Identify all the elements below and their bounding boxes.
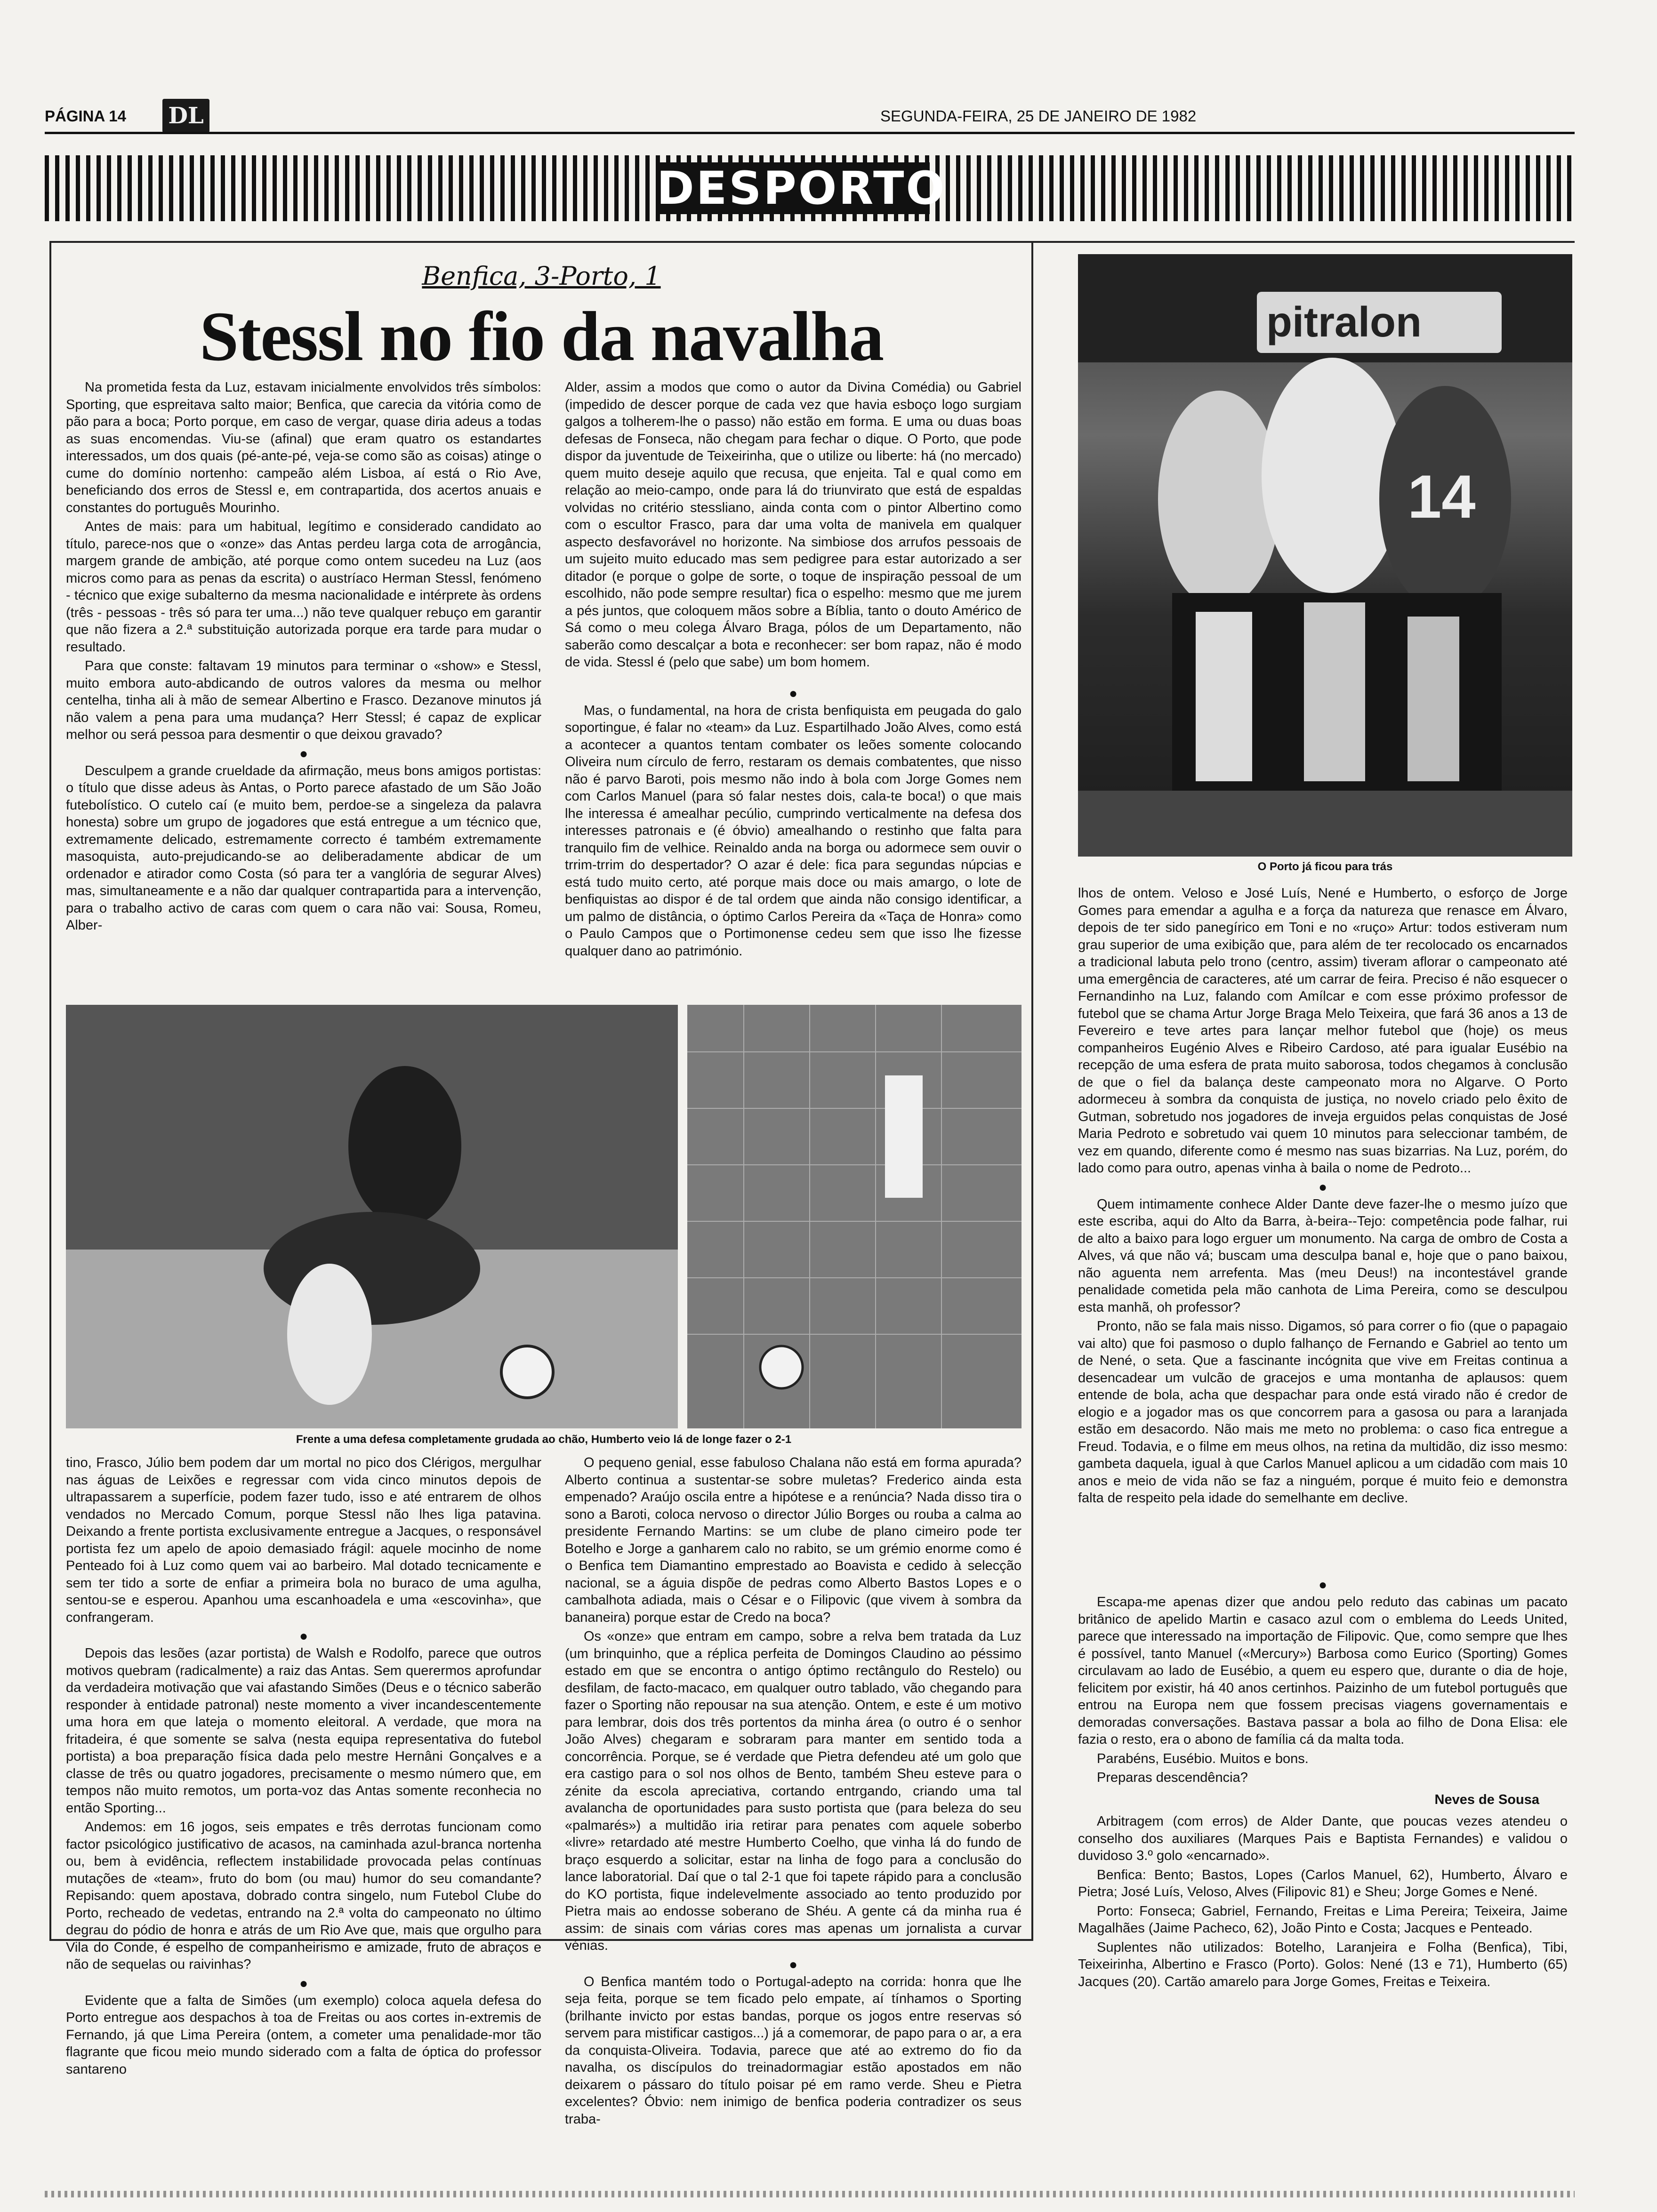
photo-goal-net bbox=[687, 1005, 1022, 1428]
article-column-2 bbox=[565, 379, 1022, 995]
author-signature: Neves de Sousa bbox=[1434, 1792, 1539, 1807]
bullet-separator: ● bbox=[788, 1956, 798, 1972]
photo-illustration bbox=[687, 1005, 1022, 1428]
article-column-1 bbox=[66, 379, 541, 995]
match-report-benfica: Benfica: Bento; Bastos, Lopes (Carlos Manuel, 62), Humberto, Álvaro e Pietra; José Luís, Veloso, Alves (Filipovic 81) e Sheu; Jorge Gomes e Nené. bbox=[1078, 1867, 1568, 1899]
article-kicker: Benfica, 3-Porto, 1 bbox=[422, 261, 661, 291]
paragraph: Depois das lesões (azar portista) de Walsh e Rodolfo, parece que outros motivos quebram (radicalmente) a raiz das Antas. Sem querermos aprofundar da verdadeira motivação que vai afastando Simões (Deus e o técnico saberão responder à entidade patronal) neste momento a viver incandescentemente uma hora em que lateja o momento eleitoral. A verdade, que mora na fritadeira, é que somente se salva (nesta equipa representativa do futebol portista) a boa preparação física dada pelo mestre Hernâni Gonçalves e a classe de três ou quatro jogadores, precisamente o mesmo número que, em tempos não muito remotos, um porta-voz das Antas somente reconhecia no então Sporting... bbox=[66, 1646, 541, 1816]
paragraph: O pequeno genial, esse fabuloso Chalana não está em forma apurada? Alberto continua a sustentar-se sobre muletas? Frederico ainda esta empenado? Araújo oscila entre a hipótese e a renúncia? Nada disso tira o sono a Baroti, coloca nervoso o director Júlio Borges ou rouba a calma ao presidente Fernando Martins: se um clube de plano cimeiro pode ter Botelho e Jorge a ganharem calo no rabito, se um grémio enorme como é o Benfica tem Diamantino emprestado ao Boavista e cedido à selecção nacional, se a águia dispõe de pedras como Alberto Bastos Lopes e o cambalhota adiada, mais o César e o Filipovic (que vivem à sombra da bananeira) porque estar de Credo na boca? bbox=[565, 1455, 1022, 1625]
photo-goalkeeper-dive bbox=[66, 1005, 678, 1428]
paragraph: Antes de mais: para um habitual, legítimo e considerado candidato ao título, parece-nos que o «onze» das Antas perdeu larga cota de arrogância, margem grande de ambição, até porque como ontem sucedeu na Luz (aos micros como para as penas da escrita) o austríaco Herman Stessl, fenómeno - técnico que exige subalterno da mesma nacionalidade e intérprete às ordens (três - pessoas - três só para ter uma...) não teve qualquer rebuço em garantir que não fizera a 2.ª substituição autorizada porque era tarde para mudar o resultado. bbox=[66, 519, 541, 655]
paragraph: Na prometida festa da Luz, estavam inicialmente envolvidos três símbolos: Sporting, que espreitava salto maior; Benfica, que carecia da vitória como de pão para a boca; Porto porque, em caso de vergar, quase diria adeus a todas as suas encomendas. Viu-se (afinal) que eram quatro os estandartes interessados, um dos quais (pé-ante-pé, veja-se como são as coisas) atinge o cume do domínio nortenho: campeão além Lisboa, aí está o Rio Ave, beneficiando dos erros de Stessl e, em contrapartida, dos acertos anuais e constantes do português Mourinho. bbox=[66, 380, 541, 515]
frame-top-rule bbox=[1033, 241, 1575, 243]
header-rule bbox=[45, 132, 1575, 134]
photo-caption-top-right: O Porto já ficou para trás bbox=[1257, 860, 1393, 873]
article-column-right bbox=[1078, 885, 1568, 1572]
paragraph: lhos de ontem. Veloso e José Luís, Nené e Humberto, o esforço de Jorge Gomes para emendar a agulha e a força da natureza que renasce em Álvaro, depois de ter sido panegírico em Toni e no «ruço» Artur: todos estiveram num grau superior de uma exibição que, para além de ter recolocado os encarnados a tradicional labuta pelo trono (centro, assim) tiveram aflorar o campeonato até uma emergência de caracteres, até um carrar de feira. Preciso é não esquecer o Fernandinho na Luz, falando com Amílcar e com esse próximo professor de futebol que se chama Artur Jorge Braga Melo Teixeira, que fará 36 anos a 13 de Fevereiro e teve artes para lançar melhor futebol que (hoje) os meus companheiros Eugénio Alves e Ribeiro Cardoso, até para igualar Eusébio na recepção de uma esfera de prata muito saborosa, todos chegamos à conclusão de que o fiel da balança deste campeonato mora no Algarve. O Porto adormeceu à sombra da conquista de justiça, no novelo criado pelo êxito de Gutman, sobretudo nos jogadores de inveja erguidos pelas conquistas de José Maria Pedroto e sobretudo vai quem 10 minutos para seleccionar também, de vez em quando, diferente como é mesmo nas suas bizarrias. Na Luz, porém, do lado como para outro, apenas vinha à baila o nome de Pedroto... bbox=[1078, 886, 1568, 1176]
match-report-referee: Arbitragem (com erros) de Alder Dante, que poucas vezes atendeu o conselho dos auxiliares (Marques Pais e Baptista Fernandes) e validou o duvidoso 3.º golo «encarnado». bbox=[1078, 1814, 1568, 1863]
paragraph: Desculpem a grande crueldade da afirmação, meus bons amigos portistas: o título que disse adeus às Antas, o Porto parece afastado de um São João futebolístico. O cutelo caí (e muito bem, perdoe-se a singeleza da palavra honesta) sobre um grupo de jogadores que está entregue a um técnico que, extremamente delicado, estremamente correcto é também extremamente masoquista, auto-prejudicando-se ao deliberadamente abdicar de um ordenador e atirador como Costa (só para ter a vanglória de segurar Alves) mas, simultaneamente e a não dar qualquer contrapartida para a intervenção, para o trabalho activo de caras com quem o cara não vai: Sousa, Romeu, Alber- bbox=[66, 763, 541, 933]
article-column-bottom-3 bbox=[1078, 1577, 1568, 2188]
paragraph: Alder, assim a modos que como o autor da Divina Comédia) ou Gabriel (impedido de descer porque de cada vez que havia esboço logo surgiam galgos a tolherem-lhe o passo) não estão em forma. E uma ou duas boas defesas de Fonseca, não chegam para fechar o dique. O Porto, que pode dispor da juventude de Teixeirinha, que o utilize ou liberte: há (no mercado) quem muito deseje aquilo que recusa, que enjeita. Tal e qual como em relação ao meio-campo, onde para lá do triunvirato que está de espaldas volvidas no critério stessliano, ainda conta com o pintor Albertino como com o escultor Frasco, para dar uma volta de manivela em qualquer aspecto desfavorável no horizonte. Na simbiose dos arrufos pessoais de um sujeito muito educado mas sem pedigree para estar autorizado a ser ditador (e porque o golpe de sorte, o toque de inspiração pessoal de um escolhido, não pode sempre resultar) fica o espelho: mesmo que me jurem a pés juntos, que coloquem mãos sobre a Bíblia, tanto o douto Américo de Sá como o meu colega Álvaro Braga, pólos de um Departamento, não saberão como descalçar a bota e reconhecer: ser bom rapaz, não é modo de vida. Stessl é (pelo que sabe) um bom homem. bbox=[565, 380, 1022, 670]
photo-players-celebrating bbox=[1078, 254, 1572, 857]
paragraph: Mas, o fundamental, na hora de crista benfiquista em peugada do galo soportingue, é falar no «team» da Luz. Espartilhado João Alves, como está a acontecer a quantos tentam combater os leões somente colocando Oliveira num círculo de ferro, restaram os demais combatentes, que nisso não é parvo Baroti, pois mesmo não indo à bola com Jorge Gomes nem com Carlos Manuel (para só falar nestes dois, cala-te boca!) o que mais lhe interessa é amealhar pecúlio, cumprindo verticalmente na defesa dos interesses patronais e (é óbvio) amealhando o restinho que falta para tranquilo fim de velhice. Reinaldo anda na borga ou adormece sem ouvir o trrim-trrim do despertador? O azar é dele: fica para segundas núpcias e está tudo muito certo, até porque mais doce ou mais amargo, o lote de benfiquistas ao dispor é de tal ordem que ainda não consigo identificar, a um palmo de distância, o óptimo Carlos Pereira da «Taça de Honra» como o Paulo Campos que o Portimonense cedeu sem que isso lhe fizesse qualquer dano ao património. bbox=[565, 703, 1022, 959]
footer-print-marks bbox=[45, 2191, 1575, 2197]
photo-caption-middle: Frente a uma defesa completamente grudada ao chão, Humberto veio lá de longe fazer o 2-1 bbox=[296, 1433, 792, 1446]
article-column-bottom-1 bbox=[66, 1454, 541, 2077]
paragraph: Andemos: em 16 jogos, seis empates e três derrotas funcionam como factor psicológico justificativo de acasos, na caminhada azul-branca nortenha ou, bem à evidência, reflectem instabilidade provocada pelas contínuas mutações de «team», fruto do bom (ou mau) humor do seu comandante? Repisando: quem apostava, dobrado contra singelo, num Futebol Clube do Porto, recheado de vedetas, entrando na 2.ª volta do campeonato no último degrau do pódio de honra e atrás de um Rio Ave que, mais que orgulho para Vila do Conde, é espelho de companheirismo e amizade, fruto de abraços e não de sequelas ou raivinhas? bbox=[66, 1819, 541, 1972]
paragraph: Evidente que a falta de Simões (um exemplo) coloca aquela defesa do Porto entregue aos despachos à toa de Freitas ou aos cortes in-extremis de Fernando, já que Lima Pereira (ontem, a cometer uma penalidade-mor tão flagrante que ficou meio mundo siderado com a falta de óptica do professor santareno bbox=[66, 1993, 541, 2077]
paragraph: Parabéns, Eusébio. Muitos e bons. bbox=[1097, 1751, 1309, 1766]
paragraph: Preparas descendência? bbox=[1097, 1770, 1248, 1785]
match-report-goals: Suplentes não utilizados: Botelho, Laranjeira e Folha (Benfica), Tibi, Teixeirinha, Albertino e Frasco (Porto). Golos: Nené (13 e 71), Humberto (65) Jacques (20). Cartão amarelo para Jorge Gomes, Freitas e Teixeira. bbox=[1078, 1940, 1568, 1989]
paragraph: Pronto, não se fala mais nisso. Digamos, só para correr o fio (que o papagaio vai alto) que foi pasmoso o duplo falhanço de Fernando e Gabriel ao tento um de Nené, o seta. Que a fascinante incógnita que vive em Freitas continua a desencadear um vulcão de gracejos e uma montanha de aplausos: quem entende de bola, acha que despachar para onde está virado não é credor de elogio e a jogador mas os que concorrem para a gasosa ou para a laranjada estão em desacordo. Não mais me meto no problema: o caso fica entregue a Freud. Todavia, e o filme em meus olhos, na retina da multidão, diz isso mesmo: gambeta daquela, igual à que Carlos Manuel aplicou a um cidadão com mais 10 anos e meio de vida não se faz a ninguém, porque é muito feio e demonstra falta de respeito pela idade do semelhante em declive. bbox=[1078, 1319, 1568, 1506]
photo-illustration bbox=[1078, 254, 1572, 857]
bullet-separator: ● bbox=[1318, 1577, 1327, 1593]
article-title: Stessl no fio da navalha bbox=[199, 297, 884, 376]
match-report-porto: Porto: Fonseca; Gabriel, Fernando, Freitas e Lima Pereira; Teixeira, Jaime Magalhães (Jaime Pacheco, 62), João Pinto e Costa; Jacques e Penteado. bbox=[1078, 1903, 1568, 1936]
jersey-number: 14 bbox=[1408, 462, 1476, 531]
bullet-separator: ● bbox=[299, 1628, 308, 1644]
newspaper-logo: DL bbox=[162, 99, 209, 133]
paragraph: tino, Frasco, Júlio bem podem dar um mortal no pico dos Clérigos, mergulhar nas águas de Leixões e regressar com vida cinco minutos depois de ultrapassarem a superfície, podem fazer tudo, isso e até entrarem de olhos vendados no Mercado Comum, porque Stessl não lhes liga patavina. Deixando a frente portista exclusivamente entregue a Jacques, o responsável portista fez um apelo de apoio demasiado frágil: aquele mocinho de nome Penteado foi à Luz como quem vai ao barbeiro. Mal dotado tecnicamente e sem ter tido a sorte de enfiar a primeira bola no buraco de uma agulha, sentou-se e esperou. Apanhou uma escanhoadela e uma «escovinha», que confrangeram. bbox=[66, 1455, 541, 1625]
bullet-separator: ● bbox=[1318, 1179, 1327, 1195]
pitralon-sign: pitralon bbox=[1266, 299, 1422, 346]
paragraph: O Benfica mantém todo o Portugal-adepto na corrida: honra que lhe seja feita, porque se tem ficado pelo empate, aí tínhamos o Sporting (brilhante invicto por estas bandas, porque os jogos entre reservas só servem para mistificar castigos...) já a comemorar, de papo para o ar, a era da conquista-Oliveira. Todavia, parece que até ao extremo do fio da navalha, os discípulos do treinadormagiar estão apostados em não deixarem o pássaro do título poisar pé em ramo verde. Sheu e Pietra excelentes? Óbvio: nem inimigo de benfica poderia contradizer os seus traba- bbox=[565, 1974, 1022, 2127]
article-column-bottom-2 bbox=[565, 1454, 1022, 2127]
photo-illustration bbox=[66, 1005, 678, 1428]
page-number: PÁGINA 14 bbox=[45, 107, 126, 125]
paragraph: Quem intimamente conhece Alder Dante deve fazer-lhe o mesmo juízo que este escriba, aqui do Alto da Barra, à-beira--Tejo: competência pode falhar, rui de alto a baixo para logo erguer um monumento. Na carga de ombro de Costa a Alves, vá que não vá; buscam uma desculpa banal e, hoje que o pano baixou, não aguenta nem arrefenta. Mas (meu Deus!) na incontestável grande penalidade cometida pela mão canhota de Lima Pereira, como se desculpou esta manhã, oh professor? bbox=[1078, 1196, 1568, 1315]
section-title: DESPORTO bbox=[657, 162, 947, 215]
paragraph: Para que conste: faltavam 19 minutos para terminar o «show» e Stessl, muito embora auto-abdicando de outros valores da mesma ou melhor centelha, tinha ali à mão de semear Albertino e Frasco. Dezanove minutos já não valem a pena para uma mudança? Herr Stessl; é capaz de explicar melhor ou será pessoa para desmentir o que deixou gravado? bbox=[66, 658, 541, 742]
bullet-separator: ● bbox=[788, 685, 798, 701]
paragraph: Os «onze» que entram em campo, sobre a relva bem tratada da Luz (um brinquinho, que a réplica perfeita de Domingos Claudino ao péssimo estado em que se encontra o antigo óptimo rectângulo do Restelo) ou desfilam, de facto-macaco, em qualquer outro tablado, vão chegando para fazer o Sporting não repousar na sua atenção. Ontem, e este é um motivo para lembrar, dois dos três portentos da minha área (o outro é o senhor João Alves) chegaram e sobraram para manter em sentido toda a concorrência. Porque, se é verdade que Pietra defendeu até um golo que era castigo para o sol nos olhos de Bento, também Sheu esteve para o zénite da escola apreciativa, cortando entrgando, criando uma tal avalancha de oportunidades para susto portista que (para beleza do seu «palmarés») a multidão iria retirar para penates com aquele soberbo «livre» retardado até mestre Humberto Coelho, que vinha lá do fundo de braço esquerdo a solicitar, estar na linha de fogo para a conclusão do lance laboratorial. Daí que o tal 2-1 que foi tapete rápido para a conclusão do KO portista, fique indelevelmente associado ao tento produzido por Pietra mais ao endosse soberano de Shéu. A gente cá da minha rua é assim: de sinais com várias cores mas apenas um jornalista a curvar vénias. bbox=[565, 1629, 1022, 1953]
issue-date: SEGUNDA-FEIRA, 25 DE JANEIRO DE 1982 bbox=[880, 107, 1197, 125]
bullet-separator: ● bbox=[299, 1975, 308, 1991]
paragraph: Escapa-me apenas dizer que andou pelo reduto das cabinas um pacato britânico de apelido Martin e casaco azul com o emblema do Leeds United, parece que interessado na importação de Filipovic. Que, como sempre que lhes é possível, tanto Manuel («Mercury») Barbosa como Eurico (Sporting) Gomes circulavam ao lado de Eusébio, a quem eu espero que, durante o dia de hoje, felicitem por existir, há 40 anos certinhos. Paizinho de um futebol português que entrou na Europa nem que fossem precisas viagens governamentais e demoradas conversações. Bastava passar a bola ao filho de Dona Elisa: ele fazia o resto, era o abono de família cá da malta toda. bbox=[1078, 1595, 1568, 1747]
bullet-separator: ● bbox=[299, 745, 308, 761]
